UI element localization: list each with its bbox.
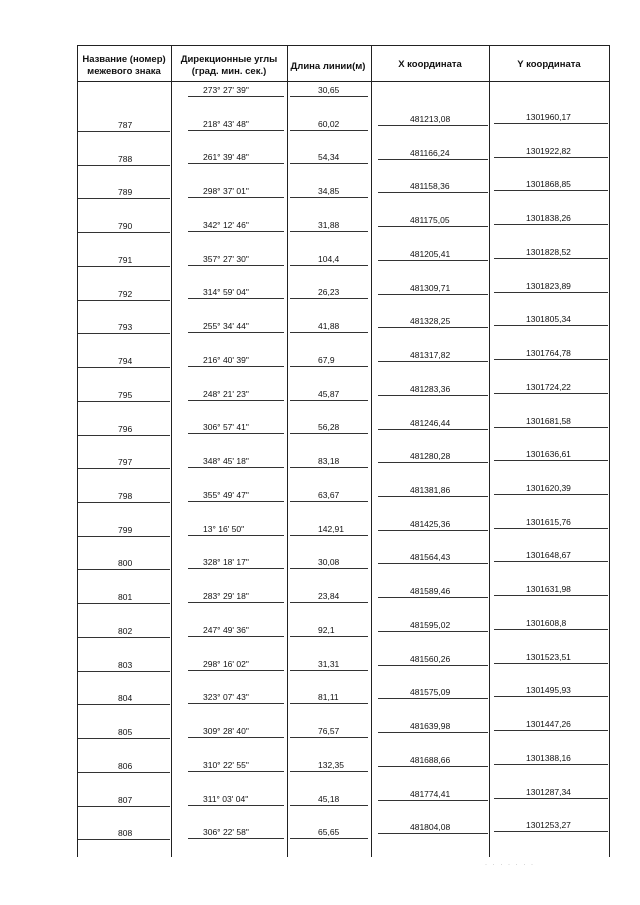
length-cell: 31,31 (318, 658, 340, 669)
angle-cell: 283° 29' 18" (203, 591, 249, 602)
point-name-cell: 808 (118, 828, 133, 839)
length-cell: 45,87 (318, 388, 340, 399)
y-coordinate-cell: 1301805,34 (526, 314, 571, 325)
x-coordinate-cell: 481639,98 (410, 721, 451, 732)
y-coordinate-cell: 1301608,8 (526, 617, 567, 628)
length-cell: 76,57 (318, 726, 340, 737)
angle-underline (188, 670, 284, 671)
y-coordinate-cell: 1301823,89 (526, 280, 571, 291)
name-underline (78, 435, 170, 436)
angle-underline (188, 163, 284, 164)
x-underline (378, 631, 488, 632)
y-underline (494, 730, 608, 731)
y-coordinate-cell: 1301764,78 (526, 348, 571, 359)
length-underline (290, 366, 368, 367)
point-name-cell: 792 (118, 288, 133, 299)
angle-cell: 273° 27' 39" (203, 85, 249, 95)
x-underline (378, 226, 488, 227)
header-angle: Дирекционные углы (град. мин. сек.) (180, 54, 278, 77)
angle-underline (188, 703, 284, 704)
y-underline (494, 224, 608, 225)
length-cell: 45,18 (318, 793, 340, 804)
y-coordinate-cell: 1301495,93 (526, 685, 571, 696)
length-cell: 132,35 (318, 759, 344, 770)
length-cell: 83,18 (318, 456, 340, 467)
length-cell: 30,08 (318, 557, 340, 568)
table-top-border (77, 45, 609, 46)
column-border-3 (371, 45, 372, 857)
y-underline (494, 123, 608, 124)
length-underline (290, 568, 368, 569)
point-name-cell: 798 (118, 491, 133, 501)
y-coordinate-cell: 1301724,22 (526, 381, 571, 392)
x-underline (378, 192, 488, 193)
y-underline (494, 764, 608, 765)
x-underline (378, 665, 488, 666)
x-underline (378, 800, 488, 801)
x-underline (378, 429, 488, 430)
x-coordinate-cell: 481595,02 (410, 619, 451, 630)
angle-cell: 216° 40' 39" (203, 354, 249, 365)
name-underline (78, 772, 170, 773)
x-underline (378, 530, 488, 531)
angle-underline (188, 433, 284, 434)
x-coordinate-cell: 481246,44 (410, 417, 451, 428)
y-coordinate-cell: 1301447,26 (526, 719, 571, 730)
length-cell: 23,84 (318, 591, 340, 602)
name-underline (78, 333, 170, 334)
length-underline (290, 130, 368, 131)
name-underline (78, 468, 170, 469)
y-coordinate-cell: 1301960,17 (526, 111, 571, 122)
y-coordinate-cell: 1301253,27 (526, 820, 571, 831)
length-underline (290, 771, 368, 772)
name-underline (78, 671, 170, 672)
y-underline (494, 696, 608, 697)
header-name: Название (номер) межевого знака (82, 54, 166, 77)
name-underline (78, 131, 170, 132)
length-underline (290, 838, 368, 839)
y-coordinate-cell: 1301828,52 (526, 246, 571, 257)
x-coordinate-cell: 481283,36 (410, 383, 451, 394)
header-bottom-border (77, 81, 609, 82)
name-underline (78, 806, 170, 807)
point-name-cell: 807 (118, 794, 133, 805)
angle-underline (188, 366, 284, 367)
x-coordinate-cell: 481381,86 (410, 485, 451, 495)
y-underline (494, 427, 608, 428)
angle-cell: 355° 49' 47" (203, 489, 249, 500)
x-coordinate-cell: 481589,46 (410, 586, 451, 597)
angle-cell: 348° 45' 18" (203, 456, 249, 467)
angle-cell: 323° 07' 43" (203, 692, 249, 703)
x-underline (378, 327, 488, 328)
point-name-cell: 796 (118, 423, 133, 434)
y-coordinate-cell: 1301681,58 (526, 415, 571, 426)
point-name-cell: 789 (118, 187, 133, 198)
x-underline (378, 597, 488, 598)
x-underline (378, 395, 488, 396)
length-underline (290, 298, 368, 299)
y-underline (494, 798, 608, 799)
y-underline (494, 663, 608, 664)
y-coordinate-cell: 1301615,76 (526, 516, 571, 527)
angle-underline (188, 838, 284, 839)
x-underline (378, 833, 488, 834)
x-underline (378, 496, 488, 497)
length-underline (290, 602, 368, 603)
x-underline (378, 294, 488, 295)
length-cell: 31,88 (318, 219, 340, 230)
y-coordinate-cell: 1301620,39 (526, 483, 571, 493)
y-coordinate-cell: 1301631,98 (526, 584, 571, 595)
angle-cell: 261° 39' 48" (203, 152, 249, 163)
angle-cell: 309° 28' 40" (203, 726, 249, 737)
point-name-cell: 803 (118, 659, 133, 670)
x-coordinate-cell: 481309,71 (410, 282, 451, 293)
length-underline (290, 737, 368, 738)
length-underline (290, 332, 368, 333)
length-underline (290, 535, 368, 536)
header-length: Длина линии(м) (290, 61, 366, 72)
y-coordinate-cell: 1301838,26 (526, 213, 571, 224)
angle-cell: 328° 18' 17" (203, 557, 249, 568)
column-border-1 (171, 45, 172, 857)
x-coordinate-cell: 481328,25 (410, 316, 451, 327)
point-name-cell: 794 (118, 356, 133, 367)
y-coordinate-cell: 1301523,51 (526, 651, 571, 662)
y-underline (494, 292, 608, 293)
name-underline (78, 198, 170, 199)
angle-cell: 298° 16' 02" (203, 658, 249, 669)
angle-cell: 306° 57' 41" (203, 422, 249, 433)
y-coordinate-cell: 1301648,67 (526, 550, 571, 561)
y-underline (494, 258, 608, 259)
angle-cell: 357° 27' 30" (203, 253, 249, 264)
name-underline (78, 266, 170, 267)
x-coordinate-cell: 481166,24 (410, 147, 450, 158)
x-coordinate-cell: 481774,41 (410, 788, 451, 799)
angle-underline (188, 400, 284, 401)
name-underline (78, 738, 170, 739)
angle-underline (188, 332, 284, 333)
y-coordinate-cell: 1301868,85 (526, 179, 571, 190)
y-underline (494, 831, 608, 832)
angle-underline (188, 197, 284, 198)
name-underline (78, 401, 170, 402)
length-underline (290, 163, 368, 164)
x-coordinate-cell: 481213,08 (410, 113, 451, 124)
length-underline (290, 400, 368, 401)
length-cell: 26,23 (318, 287, 340, 298)
length-underline (290, 703, 368, 704)
x-coordinate-cell: 481575,09 (410, 687, 451, 698)
angle-underline (188, 568, 284, 569)
length-cell: 63,67 (318, 489, 340, 500)
point-name-cell: 800 (118, 558, 133, 569)
y-underline (494, 561, 608, 562)
x-underline (378, 361, 488, 362)
point-name-cell: 805 (118, 727, 133, 738)
y-underline (494, 190, 608, 191)
x-underline (378, 766, 488, 767)
column-border-4 (489, 45, 490, 857)
y-underline (494, 629, 608, 630)
angle-underline (188, 96, 284, 97)
length-underline (290, 231, 368, 232)
angle-cell: 298° 37' 01" (203, 186, 249, 197)
x-coordinate-cell: 481280,28 (410, 451, 451, 462)
name-underline (78, 232, 170, 233)
point-name-cell: 790 (118, 221, 133, 232)
y-coordinate-cell: 1301388,16 (526, 752, 571, 763)
x-coordinate-cell: 481175,05 (410, 215, 450, 226)
point-name-cell: 797 (118, 457, 133, 468)
length-cell: 41,88 (318, 321, 340, 332)
y-underline (494, 359, 608, 360)
name-underline (78, 637, 170, 638)
length-cell: 34,85 (318, 186, 340, 197)
length-cell: 142,91 (318, 523, 344, 534)
y-coordinate-cell: 1301636,61 (526, 449, 571, 460)
x-coordinate-cell: 481205,41 (410, 248, 451, 259)
length-underline (290, 197, 368, 198)
angle-underline (188, 130, 284, 131)
length-underline (290, 467, 368, 468)
point-name-cell: 801 (118, 592, 133, 603)
x-coordinate-cell: 481317,82 (410, 350, 451, 361)
point-name-cell: 793 (118, 322, 133, 333)
y-underline (494, 325, 608, 326)
angle-underline (188, 771, 284, 772)
angle-cell: 311° 03' 04" (203, 793, 249, 804)
x-underline (378, 159, 488, 160)
x-underline (378, 698, 488, 699)
length-cell: 67,9 (318, 354, 335, 365)
name-underline (78, 165, 170, 166)
length-cell: 56,28 (318, 422, 340, 433)
length-underline (290, 265, 368, 266)
length-cell: 104,4 (318, 253, 340, 264)
column-border-2 (287, 45, 288, 857)
point-name-cell: 806 (118, 760, 133, 771)
length-underline (290, 433, 368, 434)
point-name-cell: 787 (118, 119, 133, 130)
y-underline (494, 157, 608, 158)
length-cell: 30,65 (318, 85, 340, 95)
angle-underline (188, 636, 284, 637)
y-coordinate-cell: 1301287,34 (526, 786, 571, 797)
angle-underline (188, 535, 284, 536)
name-underline (78, 536, 170, 537)
point-name-cell: 791 (118, 254, 133, 265)
name-underline (78, 300, 170, 301)
x-coordinate-cell: 481425,36 (410, 518, 451, 529)
angle-underline (188, 501, 284, 502)
scan-noise-mark: · · · · · · · (485, 862, 535, 868)
column-border-0 (77, 45, 78, 857)
length-cell: 92,1 (318, 624, 335, 635)
x-underline (378, 462, 488, 463)
name-underline (78, 839, 170, 840)
x-underline (378, 125, 488, 126)
angle-cell: 314° 59' 04" (203, 287, 249, 298)
length-cell: 65,65 (318, 827, 340, 838)
y-underline (494, 494, 608, 495)
length-cell: 60,02 (318, 118, 340, 129)
length-underline (290, 805, 368, 806)
angle-cell: 306° 22' 58" (203, 827, 249, 838)
angle-cell: 255° 34' 44" (203, 321, 249, 332)
angle-underline (188, 265, 284, 266)
x-coordinate-cell: 481158,36 (410, 181, 450, 192)
point-name-cell: 804 (118, 693, 133, 704)
x-coordinate-cell: 481804,08 (410, 822, 451, 833)
y-underline (494, 460, 608, 461)
angle-underline (188, 737, 284, 738)
x-coordinate-cell: 481688,66 (410, 754, 451, 765)
length-underline (290, 501, 368, 502)
angle-cell: 13° 16' 50" (203, 523, 245, 534)
length-underline (290, 636, 368, 637)
length-underline (290, 670, 368, 671)
name-underline (78, 704, 170, 705)
header-y: Y координата (517, 59, 581, 70)
y-underline (494, 528, 608, 529)
x-underline (378, 732, 488, 733)
name-underline (78, 367, 170, 368)
angle-underline (188, 805, 284, 806)
point-name-cell: 795 (118, 389, 133, 400)
angle-cell: 248° 21' 23" (203, 388, 249, 399)
name-underline (78, 502, 170, 503)
angle-underline (188, 231, 284, 232)
point-name-cell: 802 (118, 625, 133, 636)
angle-cell: 342° 12' 46" (203, 219, 249, 230)
angle-cell: 218° 43' 48" (203, 118, 249, 129)
angle-cell: 247° 49' 36" (203, 624, 249, 635)
name-underline (78, 569, 170, 570)
x-coordinate-cell: 481564,43 (410, 552, 451, 563)
x-underline (378, 563, 488, 564)
point-name-cell: 799 (118, 524, 133, 535)
y-underline (494, 393, 608, 394)
header-x: X координата (398, 59, 462, 70)
angle-cell: 310° 22' 55" (203, 759, 249, 770)
column-border-5 (609, 45, 610, 857)
y-coordinate-cell: 1301922,82 (526, 145, 571, 156)
point-name-cell: 788 (118, 153, 133, 164)
name-underline (78, 603, 170, 604)
length-underline (290, 96, 368, 97)
length-cell: 54,34 (318, 152, 340, 163)
x-underline (378, 260, 488, 261)
x-coordinate-cell: 481560,26 (410, 653, 451, 664)
angle-underline (188, 602, 284, 603)
angle-underline (188, 467, 284, 468)
length-cell: 81,11 (318, 692, 339, 703)
y-underline (494, 595, 608, 596)
angle-underline (188, 298, 284, 299)
